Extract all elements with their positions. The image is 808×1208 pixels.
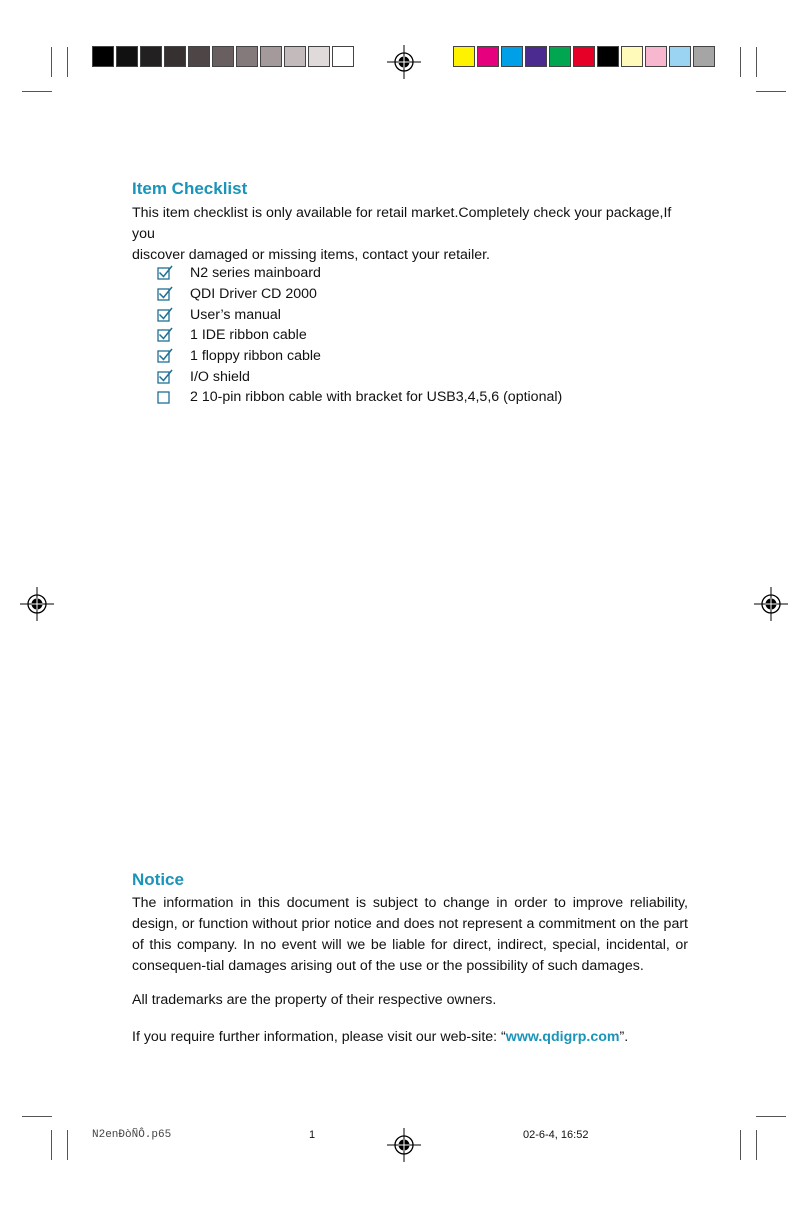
item-checklist-heading: Item Checklist [132,179,248,198]
color-swatch [669,46,691,67]
list-item [156,346,562,367]
color-swatch [477,46,499,67]
color-swatch [525,46,547,67]
trademark-paragraph: All trademarks are the property of their respective owners. [132,992,497,1008]
item-checklist [156,263,562,408]
crop-mark [51,1130,52,1160]
color-swatch [693,46,715,67]
website-link[interactable]: www.qdigrp.com [505,1029,620,1045]
color-swatch [164,46,186,67]
checkbox-icon [156,389,174,405]
color-swatch [212,46,234,67]
notice-paragraph: The information in this document is subject to change in order to improve reliability, design, or function without prior notice and does not represent a commitment on the part of this company. In no event will we be liable for direct, indirect, special, incidental, or consequen-tial damages arising out of the use or the possibility of such damages. [132,895,688,974]
list-item [156,304,562,325]
color-swatch [453,46,475,67]
checkbox-icon [156,307,174,323]
registration-mark-icon [754,587,788,621]
footer-filename: N2enÐòÑÔ.p65 [92,1129,172,1141]
crop-mark [22,1116,52,1117]
checklist-item-label: N2 series mainboard [190,265,321,282]
color-swatch [92,46,114,67]
registration-mark-icon [20,587,54,621]
checklist-item-label: 2 10-pin ribbon cable with bracket for USB3,4,5,6 (optional) [190,389,563,406]
crop-mark [740,47,741,77]
checkbox-icon [156,286,174,302]
website-paragraph [132,1027,688,1048]
color-swatch [501,46,523,67]
crop-mark [22,91,52,92]
color-swatch [308,46,330,67]
notice-heading: Notice [132,870,184,889]
list-item [156,263,562,284]
registration-mark-icon [387,1128,421,1162]
color-swatch [188,46,210,67]
color-swatch [645,46,667,67]
footer-page-number: 1 [309,1129,316,1141]
list-item [156,284,562,305]
crop-mark [67,47,68,77]
color-swatch [140,46,162,67]
website-text-after: ”. [619,1029,629,1045]
checklist-intro-line-1: This item checklist is only available for retail market.Completely check your package,If you [132,205,672,242]
crop-mark [756,91,786,92]
color-swatch [573,46,595,67]
website-text-before: If you require further information, please visit our web-site: “ [132,1029,506,1045]
color-swatch [236,46,258,67]
color-swatch [116,46,138,67]
checkbox-icon [156,265,174,281]
color-swatch [549,46,571,67]
checklist-item-label: User’s manual [190,306,281,323]
color-swatch [332,46,354,67]
footer-datetime: 02-6-4, 16:52 [523,1129,589,1141]
list-item [156,325,562,346]
checklist-intro [132,203,688,266]
list-item [156,387,562,408]
checkbox-icon [156,327,174,343]
checkbox-icon [156,369,174,385]
color-swatch [260,46,282,67]
color-swatch [597,46,619,67]
crop-mark [740,1130,741,1160]
crop-mark [756,47,757,77]
registration-mark-icon [387,45,421,79]
checkbox-icon [156,348,174,364]
checklist-item-label: 1 IDE ribbon cable [190,327,307,344]
color-swatch [621,46,643,67]
crop-mark [756,1116,786,1117]
checklist-item-label: 1 floppy ribbon cable [190,348,321,365]
crop-mark [51,47,52,77]
crop-mark [67,1130,68,1160]
checklist-item-label: QDI Driver CD 2000 [190,286,317,303]
crop-mark [756,1130,757,1160]
list-item [156,366,562,387]
checklist-intro-line-2: discover damaged or missing items, contact your retailer. [132,247,490,263]
checklist-item-label: I/O shield [190,368,250,385]
color-swatch [284,46,306,67]
